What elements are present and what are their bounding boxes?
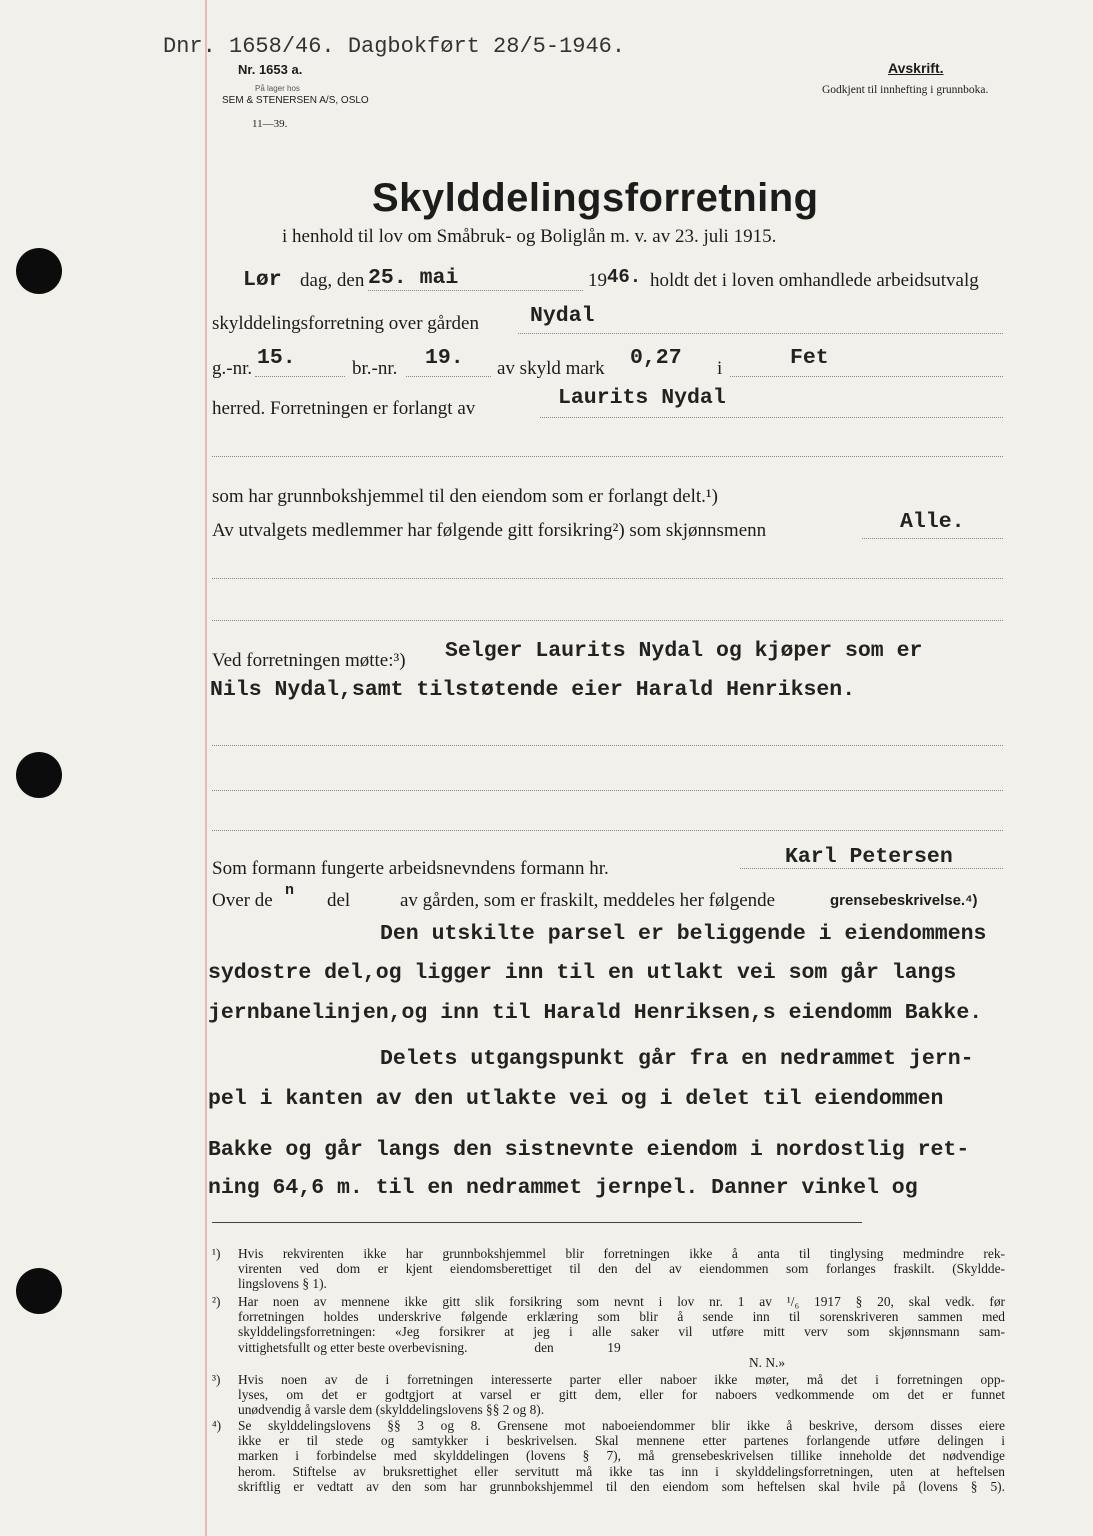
approval-note: Godkjent til innhefting i grunnboka. <box>822 84 989 96</box>
dotted-line <box>212 578 1003 579</box>
label-attended: Ved forretningen møtte:³) <box>212 650 406 671</box>
dotted-line <box>212 620 1003 621</box>
footnote-line: skriftlig er vedtatt av den som har grunnbokshjemmel til den eiendom som heftelsen skal hvile på (lovens § 5). <box>238 1478 1005 1494</box>
weekday: Lør <box>243 268 282 292</box>
skyld-value: 0,27 <box>630 346 682 370</box>
dotted-line <box>518 333 1003 334</box>
description-line: Den utskilte parsel er beliggende i eiendommens <box>380 922 987 946</box>
dotted-line <box>540 417 1003 418</box>
dotted-line <box>368 290 583 291</box>
label-dag-den: dag, den <box>300 270 365 291</box>
chair-name: Karl Petersen <box>785 845 953 869</box>
footnote-line: forretningen holdes underskrive følgende erklæring som blir å sende inn til sorenskriveren sammen med <box>238 1309 1005 1325</box>
bnr: 19. <box>425 346 464 370</box>
document-title: Skylddelingsforretning <box>372 176 819 220</box>
label-requested: herred. Forretningen er forlangt av <box>212 398 476 419</box>
footnote-line: Hvis noen av de i forretningen interesserte parter eller naboer ikke møter, må det i forretningen opp- <box>238 1372 1005 1387</box>
footnote-4 <box>212 1418 1005 1494</box>
label-skyld: av skyld mark <box>497 358 605 379</box>
punch-hole <box>16 1268 62 1314</box>
attended-line-2: Nils Nydal,samt tilstøtende eier Harald Henriksen. <box>210 678 856 702</box>
copy-label: Avskrift. <box>888 60 944 76</box>
description-line: jernbanelinjen,og inn til Harald Henriksen,s eiendomm Bakke. <box>208 1001 983 1025</box>
label-chair: Som formann fungerte arbeidsnevndens formann hr. <box>212 858 609 879</box>
dotted-line <box>730 376 1003 377</box>
dotted-line <box>406 376 491 377</box>
dotted-line <box>740 868 1003 869</box>
dotted-line <box>212 830 1003 831</box>
description-line: ning 64,6 m. til en nedrammet jernpel. Danner vinkel og <box>208 1176 918 1200</box>
dotted-line <box>255 376 345 377</box>
part-fraction: n <box>285 882 295 899</box>
label-boundary-description: grensebeskrivelse.⁴) <box>830 892 978 909</box>
footnote-line: skylddelingsforretningen: «Jeg forsikrer at jeg i alle saker vil utføre mitt verv som skjønnsmann sam- <box>238 1324 1005 1340</box>
footnote-number: ⁴) <box>212 1418 222 1433</box>
members: Alle. <box>900 510 965 534</box>
footnote-number: ³) <box>212 1372 221 1387</box>
label-del: del <box>327 890 351 911</box>
footnote-line: lingslovens § 1). <box>238 1276 327 1292</box>
label-bnr: br.-nr. <box>352 358 398 379</box>
journal-number: Dnr. 1658/46. Dagbokført 28/5-1946. <box>163 34 626 59</box>
hjemmel-text: som har grunnbokshjemmel til den eiendom som er forlangt delt.¹) <box>212 486 718 507</box>
dotted-line <box>862 538 1003 539</box>
form-number: Nr. 1653 a. <box>238 62 303 77</box>
farm-name: Nydal <box>530 304 595 328</box>
description-line: sydostre del,og ligger inn til en utlakt vei som går langs <box>208 961 957 985</box>
footnote-line: marken i forbindelse med skylddelingen (lovens § 7), må grensebeskrivelsen tillike inneholde det nødvendige <box>238 1448 1005 1464</box>
label-farm: skylddelingsforretning over gården <box>212 313 479 334</box>
label-gnr: g.-nr. <box>212 358 253 379</box>
document-subtitle: i henhold til lov om Småbruk- og Boliglån m. v. av 23. juli 1915. <box>282 226 777 247</box>
footnote-line: virenten ved dom er kjent eiendomsberettiget til den del av eiendommen som forlanges fraskilt. (Skyldde- <box>238 1261 1005 1277</box>
label-held: holdt det i loven omhandlede arbeidsutvalg <box>650 270 979 291</box>
description-line: Delets utgangspunkt går fra en nedrammet jern- <box>380 1047 974 1071</box>
label-members: Av utvalgets medlemmer har følgende gitt forsikring²) som skjønnsmenn <box>212 520 767 541</box>
footnote-line: Se skylddelingslovens §§ 3 og 8. Grensene mot naboeiendommer blir ikke å beskrive, dersom disses eiere <box>238 1418 1005 1433</box>
year: 46. <box>607 266 642 288</box>
margin-line <box>205 0 207 1536</box>
footnote-number: ¹) <box>212 1246 221 1261</box>
date: 25. mai <box>368 266 459 290</box>
dotted-line <box>212 790 1003 791</box>
footnote-line: ikke er til stede og samtykker i beskrivelsen. Skal mennene etter partenes forlangende utføre delingen i <box>238 1433 1005 1449</box>
punch-hole <box>16 248 62 294</box>
footnote-line: unødvendig å varsle dem (skylddelingslovens §§ 2 og 8). <box>238 1402 545 1418</box>
footnote-line: vittighetsfullt og etter beste overbevisning. den 19 <box>238 1339 621 1355</box>
label-i: i <box>717 358 723 379</box>
footnote-number: ²) <box>212 1294 221 1309</box>
footnote-line: Har noen av mennene ikke gitt slik forsikring som nevnt i lov nr. 1 av ¹/₆ 1917 § 20, skal vedk. før <box>238 1294 1005 1309</box>
footnote-line: lyses, om det er godtgjort at varsel er gitt dem, eller for naboers vedkommende om det er funnet <box>238 1387 1005 1403</box>
punch-hole <box>16 752 62 798</box>
footnote-line: Hvis rekvirenten ikke har grunnbokshjemmel blir forretningen ikke å anta til tinglysing medmindre rek- <box>238 1246 1005 1261</box>
description-line: pel i kanten av den utlakte vei og i delet til eiendommen <box>208 1087 944 1111</box>
print-date: 11—39. <box>252 118 288 130</box>
requested-by: Laurits Nydal <box>558 386 726 410</box>
footnote-3 <box>212 1372 1005 1418</box>
dotted-line <box>212 456 1003 457</box>
footnote-line: herom. Stiftelse av bruksrettighet eller servitutt må ikke tas inn i skylddelingsforretningen, uten at heftelsen <box>238 1463 1005 1479</box>
footnote-divider <box>212 1222 862 1223</box>
year-prefix: 19 <box>588 270 607 291</box>
municipality: Fet <box>790 346 829 370</box>
printer-line: På lager hos <box>255 84 300 93</box>
footnote-1 <box>212 1246 1005 1292</box>
description-line: Bakke og går langs den sistnevnte eiendom i nordostlig ret- <box>208 1138 970 1162</box>
footnote-2 <box>212 1294 1005 1370</box>
label-over-de: Over de <box>212 890 273 911</box>
signature-placeholder: N. N.» <box>749 1354 786 1370</box>
label-boundary: av gården, som er fraskilt, meddeles her følgende <box>400 890 776 911</box>
dotted-line <box>212 745 1003 746</box>
gnr: 15. <box>257 346 296 370</box>
attended-line-1: Selger Laurits Nydal og kjøper som er <box>445 639 923 663</box>
printer-name: SEM & STENERSEN A/S, OSLO <box>222 95 369 106</box>
